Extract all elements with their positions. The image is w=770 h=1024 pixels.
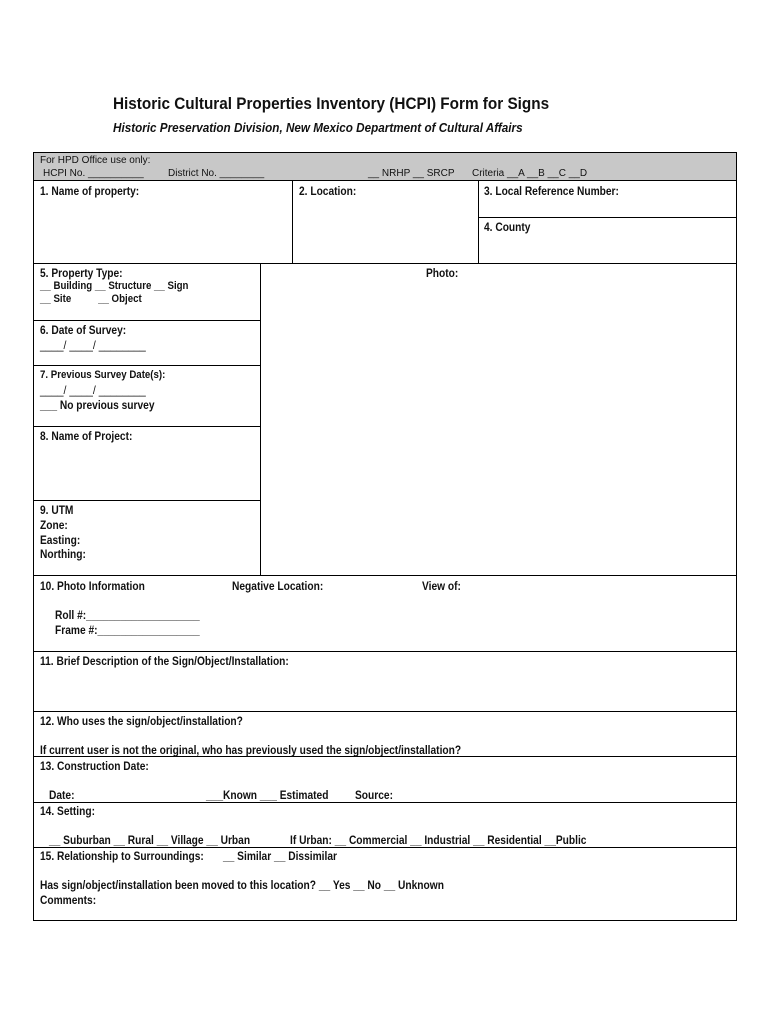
divider [34,575,736,576]
photo-info-label: 10. Photo Information [40,579,145,593]
brief-description-label: 11. Brief Description of the Sign/Object/Installation: [40,654,289,668]
divider [34,711,736,712]
divider [34,847,736,848]
date-of-survey-field[interactable]: ____/ ____/ ________ [40,338,146,352]
name-of-property-label: 1. Name of property: [40,184,140,198]
divider [34,802,736,803]
view-of-label: View of: [422,579,461,593]
county-label: 4. County [484,220,531,234]
date-of-survey-label: 6. Date of Survey: [40,323,127,337]
office-use-label: For HPD Office use only: [40,155,151,166]
name-of-project-label: 8. Name of Project: [40,429,133,443]
utm-northing-label: Northing: [40,547,86,561]
divider [478,217,736,218]
local-reference-label: 3. Local Reference Number: [484,184,619,198]
source-label: Source: [355,788,393,802]
divider [260,263,261,575]
office-use-band [34,153,736,181]
frame-number-field[interactable]: Frame #:__________________ [55,623,200,637]
divider [34,263,736,264]
page-title: Historic Cultural Properties Inventory (HCPI) Form for Signs [113,94,550,113]
page-subtitle: Historic Preservation Division, New Mexico Department of Cultural Affairs [113,120,523,135]
relationship-label: 15. Relationship to Surroundings: [40,849,204,863]
construction-date-field[interactable]: Date: [49,788,75,802]
previous-user-label: If current user is not the original, who has previously used the sign/object/installation? [40,743,462,757]
roll-number-field[interactable]: Roll #:____________________ [55,608,200,622]
utm-easting-label: Easting: [40,533,81,547]
property-type-options-1[interactable]: __ Building __ Structure __ Sign [40,280,189,292]
divider [34,651,736,652]
divider [292,180,293,264]
divider [34,365,260,366]
nrhp-srcp-checks[interactable]: __ NRHP __ SRCP [368,168,455,179]
divider [478,180,479,264]
known-estimated-checks[interactable]: ___Known ___ Estimated [206,788,329,802]
comments-label: Comments: [40,893,97,907]
setting-options[interactable]: __ Suburban __ Rural __ Village __ Urban [49,833,251,847]
setting-label: 14. Setting: [40,804,95,818]
inventory-form [33,152,737,921]
property-type-label: 5. Property Type: [40,266,123,280]
utm-zone-label: Zone: [40,518,68,532]
divider [34,320,260,321]
previous-survey-field[interactable]: ____/ ____/ ________ [40,383,146,397]
previous-survey-label: 7. Previous Survey Date(s): [40,369,166,381]
who-uses-label: 12. Who uses the sign/object/installation? [40,714,243,728]
criteria-checks[interactable]: Criteria __A __B __C __D [472,168,588,179]
photo-label: Photo: [426,266,459,280]
district-number-field[interactable]: District No. ________ [168,168,265,179]
hcpi-number-field[interactable]: HCPI No. __________ [43,168,144,179]
relationship-options[interactable]: __ Similar __ Dissimilar [223,849,337,863]
divider [34,426,260,427]
negative-location-label: Negative Location: [232,579,324,593]
no-previous-survey-check[interactable]: ___ No previous survey [40,398,155,412]
moved-question[interactable]: Has sign/object/installation been moved to this location? __ Yes __ No __ Unknown [40,878,444,892]
urban-options[interactable]: If Urban: __ Commercial __ Industrial __ Residential __Public [290,833,587,847]
construction-date-label: 13. Construction Date: [40,759,149,773]
utm-label: 9. UTM [40,503,74,517]
property-type-options-2[interactable]: __ Site __ Object [40,293,142,305]
divider [34,500,260,501]
location-label: 2. Location: [299,184,357,198]
